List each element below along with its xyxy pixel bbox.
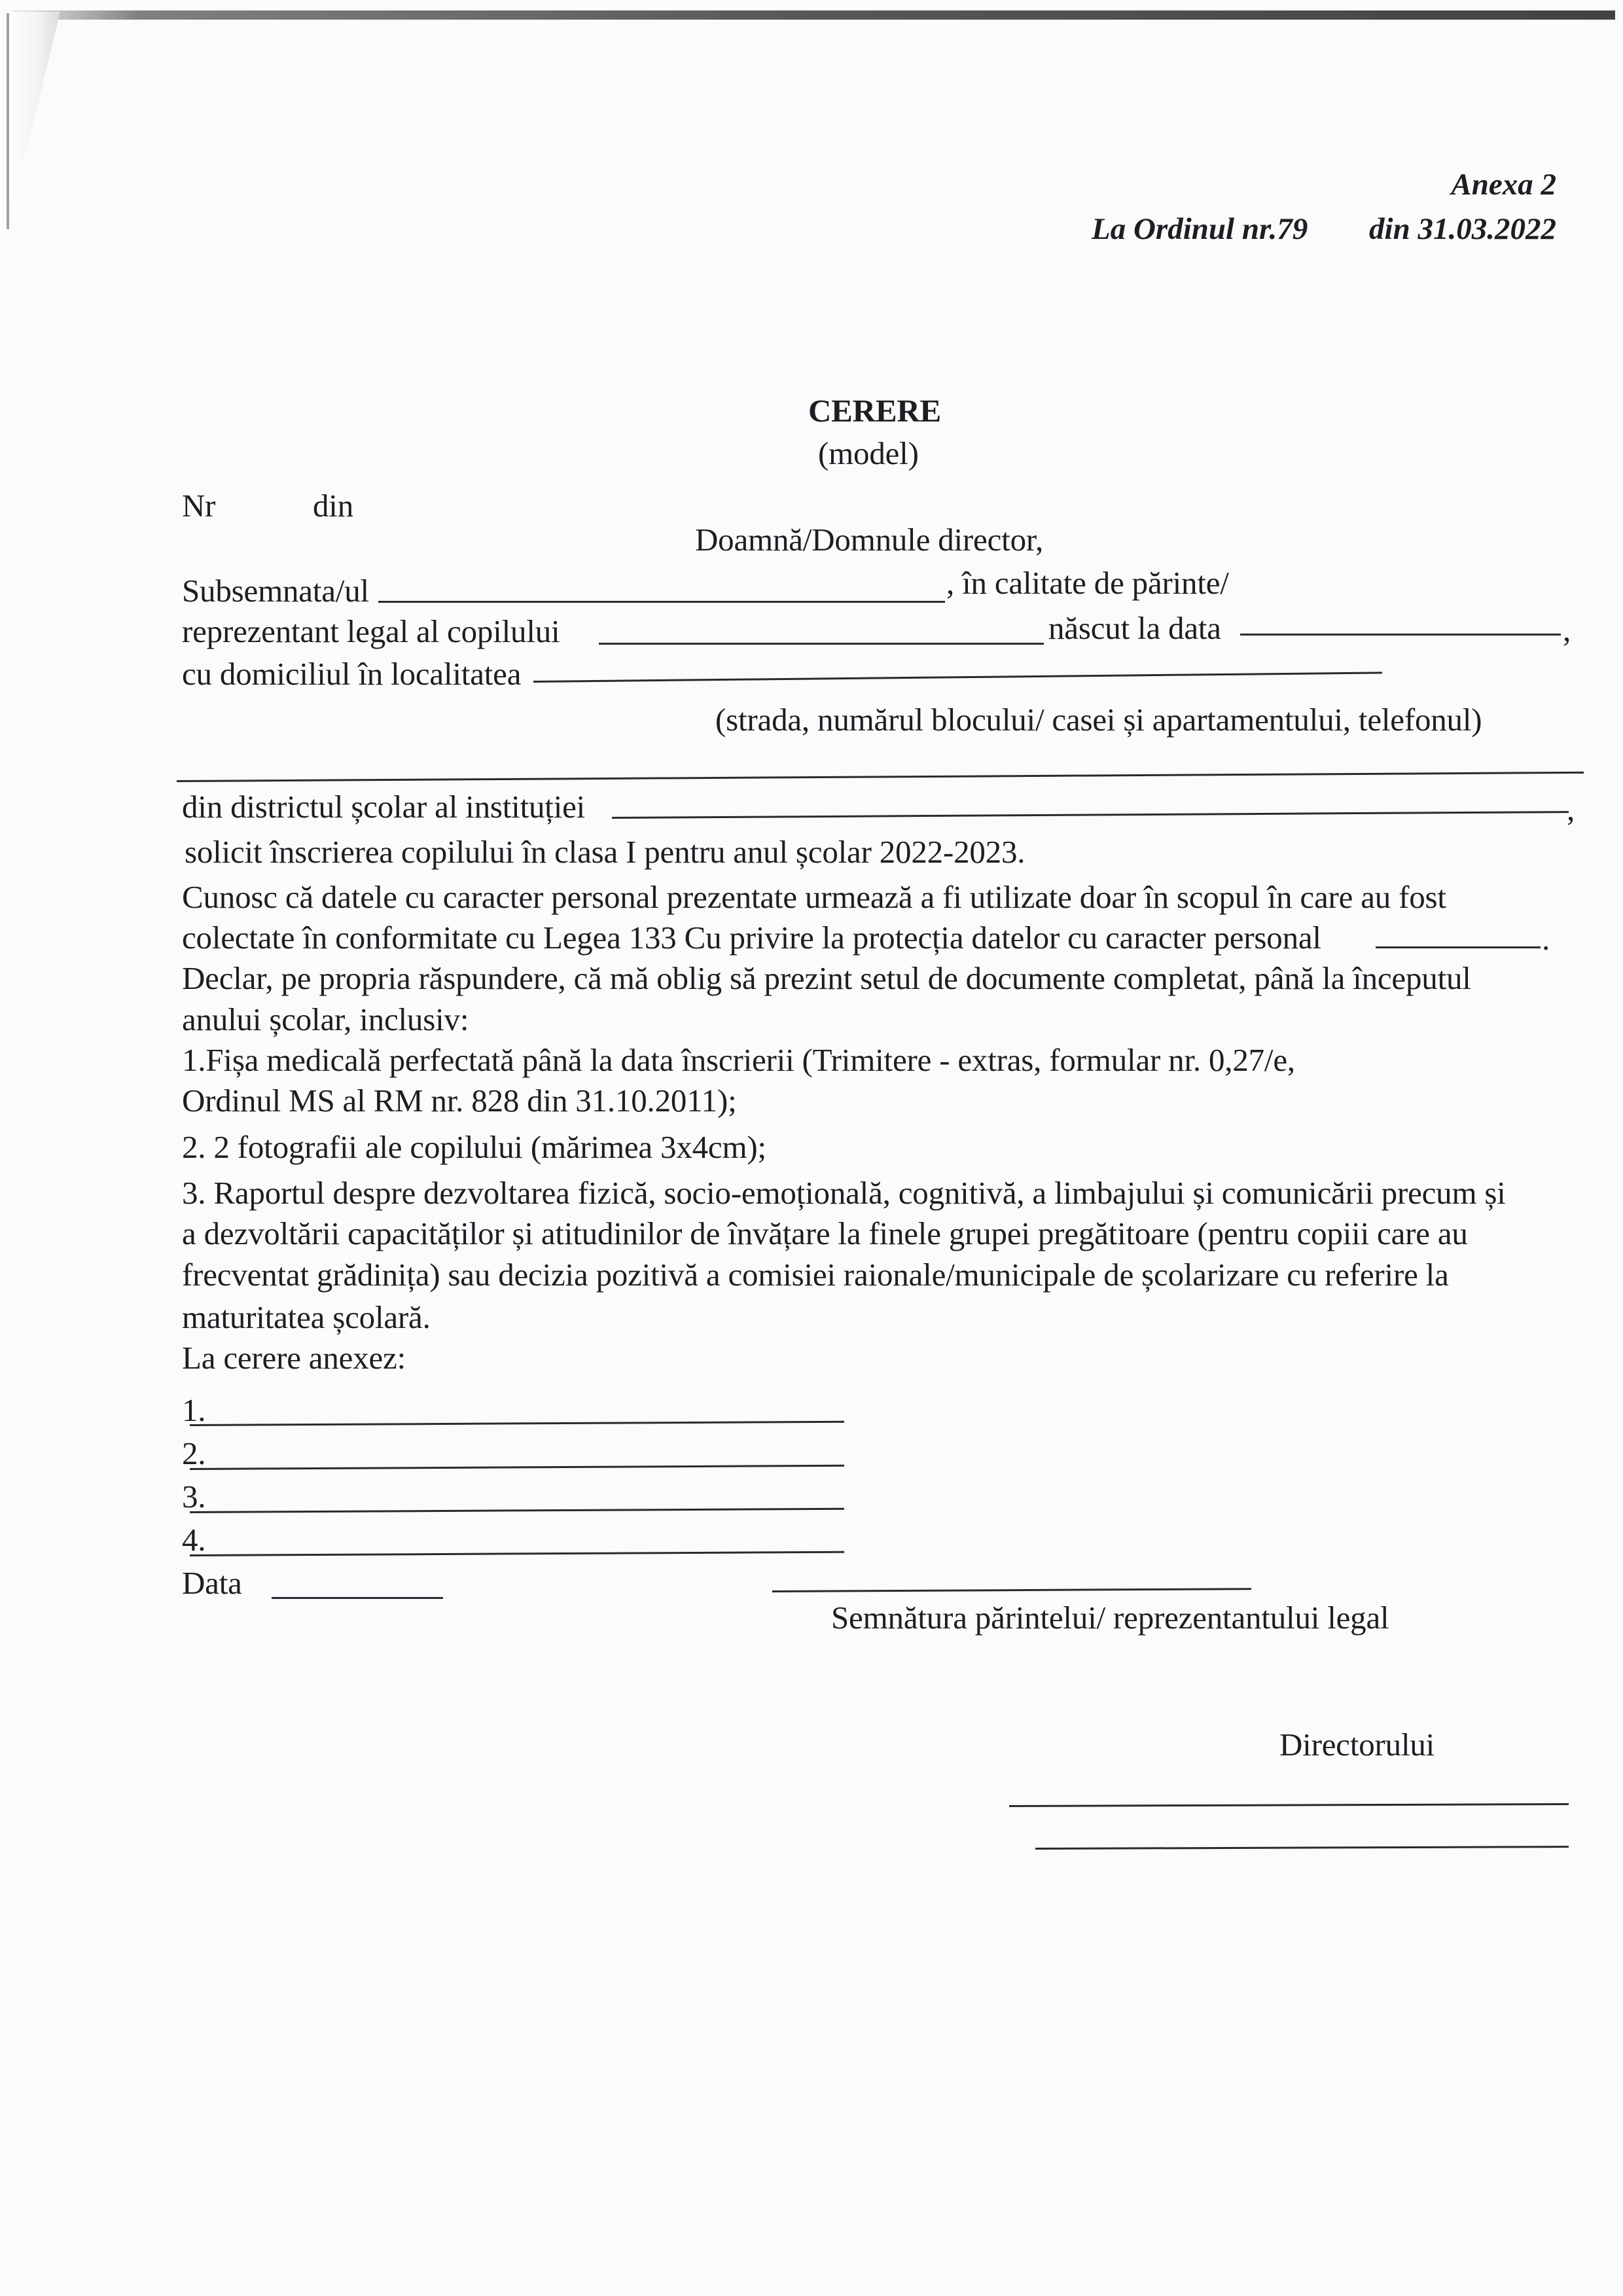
district-label: din districtul școlar al instituției — [182, 789, 586, 825]
address-hint: (strada, numărul blocului/ casei și apartamentului, telefonul) — [715, 702, 1482, 738]
gdpr-field[interactable] — [1376, 946, 1541, 948]
date-field[interactable] — [272, 1597, 443, 1599]
document-title: CERERE — [808, 393, 942, 429]
order-date: din 31.03.2022 — [1369, 212, 1556, 246]
attachment-number-2: 2. — [182, 1435, 206, 1471]
document-item-3a: 3. Raportul despre dezvoltarea fizică, socio-emoțională, cognitivă, a limbajului și comunicării precum și — [182, 1175, 1506, 1211]
attachment-field-3[interactable] — [190, 1508, 844, 1513]
address-field-continuation[interactable] — [177, 772, 1584, 782]
order-reference: La Ordinul nr.79 — [1092, 212, 1308, 246]
document-item-3d: maturitatea școlară. — [182, 1299, 431, 1335]
parent-role-text: , în calitate de părinte/ — [946, 565, 1229, 601]
director-name-field[interactable] — [1009, 1803, 1569, 1807]
document-item-1a: 1.Fișa medicală perfectată până la data înscrierii (Trimitere - extras, formular nr. 0,27/e, — [182, 1042, 1295, 1078]
annex-label: Anexa 2 — [1451, 168, 1556, 202]
gdpr-line-2: colectate în conformitate cu Legea 133 Cu privire la protecția datelor cu caracter personal — [182, 920, 1321, 956]
institution-comma: , — [1567, 791, 1575, 827]
document-item-1b: Ordinul MS al RM nr. 828 din 31.10.2011); — [182, 1083, 737, 1119]
declaration-line-2: anului școlar, inclusiv: — [182, 1001, 469, 1037]
gdpr-line-1: Cunosc că datele cu caracter personal prezentate urmează a fi utilizate doar în scopul în care au fost — [182, 879, 1446, 915]
locality-label: cu domiciliul în localitatea — [182, 656, 522, 692]
document-item-3b: a dezvoltării capacităților și atitudinilor de învățare la finele grupei pregătitoare (pentru copiii care au — [182, 1215, 1468, 1251]
director-signature-field[interactable] — [1035, 1846, 1569, 1850]
registration-din-label: din — [313, 488, 354, 524]
gdpr-period: . — [1542, 921, 1550, 957]
subsemnata-label: Subsemnata/ul — [182, 573, 369, 609]
attachment-number-4: 4. — [182, 1522, 206, 1558]
declaration-line-1: Declar, pe propria răspundere, că mă oblig să prezint setul de documente completat, până la începutul — [182, 960, 1471, 996]
registration-nr-label: Nr — [182, 488, 216, 524]
document-item-3c: frecventat grădinița) sau decizia pozitivă a comisiei raionale/municipale de școlarizare cu referire la — [182, 1257, 1449, 1293]
signature-label: Semnătura părintelui/ reprezentantului legal — [831, 1600, 1389, 1636]
signature-field[interactable] — [772, 1588, 1251, 1592]
salutation: Doamnă/Domnule director, — [695, 522, 1044, 558]
birth-date-label: născut la data — [1048, 610, 1221, 646]
attachments-label: La cerere anexez: — [182, 1340, 406, 1376]
birth-date-field[interactable] — [1240, 634, 1561, 636]
scan-corner-fold — [8, 12, 60, 228]
child-name-field[interactable] — [599, 643, 1044, 645]
birth-date-comma: , — [1563, 612, 1571, 648]
scan-edge-shadow — [12, 10, 1615, 20]
attachment-field-2[interactable] — [190, 1465, 844, 1470]
document-item-2: 2. 2 fotografii ale copilului (mărimea 3x4cm); — [182, 1129, 766, 1165]
attachment-number-1: 1. — [182, 1392, 206, 1428]
address-field[interactable] — [533, 672, 1382, 683]
scan-left-edge — [7, 13, 9, 229]
date-label: Data — [182, 1565, 242, 1601]
child-label: reprezentant legal al copilului — [182, 613, 560, 649]
request-sentence: solicit înscrierea copilului în clasa I pentru anul școlar 2022-2023. — [185, 834, 1026, 870]
attachment-field-1[interactable] — [190, 1421, 844, 1426]
director-label: Directorului — [1279, 1727, 1435, 1763]
document-subtitle: (model) — [818, 435, 919, 471]
attachment-number-3: 3. — [182, 1479, 206, 1515]
institution-field[interactable] — [612, 811, 1569, 819]
attachment-field-4[interactable] — [190, 1551, 844, 1556]
parent-name-field[interactable] — [378, 601, 945, 603]
